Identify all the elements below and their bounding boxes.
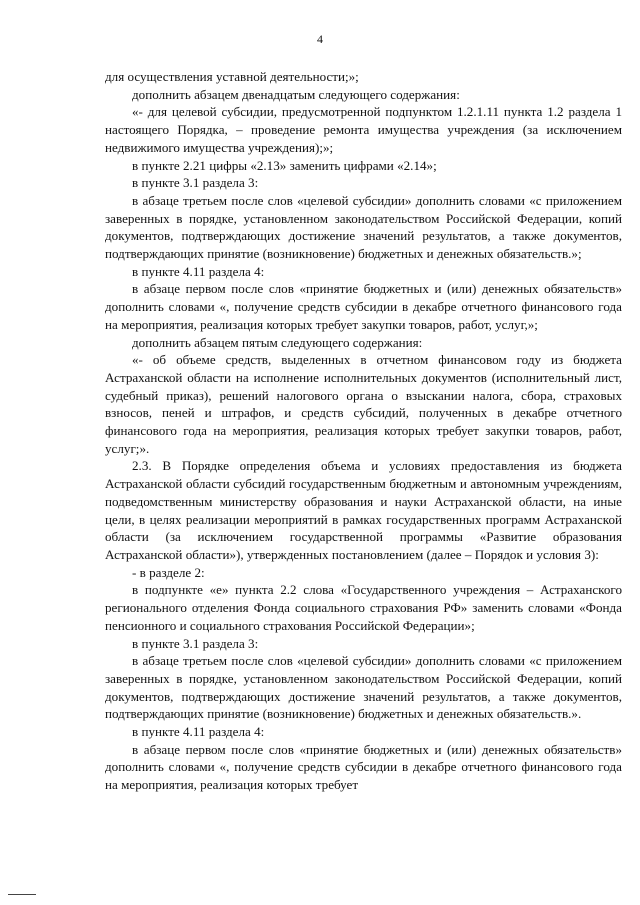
document-body	[105, 68, 622, 794]
paragraph-13: в подпункте «е» пункта 2.2 слова «Государственного учреждения – Астраханского регионального отделения Фонда социального страхования РФ» заменить словами «Фонда пенсионного и социального страхования Российской Федерации»;	[105, 582, 622, 633]
scan-edge-mark	[8, 894, 36, 895]
paragraph-14: в пункте 3.1 раздела 3:	[132, 635, 259, 651]
paragraph-12: - в разделе 2:	[132, 564, 205, 580]
paragraph-10: «- об объеме средств, выделенных в отчетном финансовом году из бюджета Астраханской области на исполнение исполнительных документов (исполнительный лист, судебный приказ), решений налогового органа о взыскании налога, сбора, страховых взносов, пеней и штрафов, и средств субсидий, полученных в декабре отчетного финансового года на мероприятия, реализация которых требует закупки товаров, работ, услуг;».	[105, 352, 622, 456]
page-number: 4	[317, 32, 323, 46]
paragraph-7: в пункте 4.11 раздела 4:	[132, 263, 265, 279]
paragraph-5: в пункте 3.1 раздела 3:	[132, 175, 259, 191]
paragraph-8: в абзаце первом после слов «принятие бюджетных и (или) денежных обязательств» дополнить словами «, получение средств субсидии в декабре отчетного финансового года на мероприятия, реализация которых требует закупки товаров, работ, услуг,»;	[105, 281, 622, 332]
paragraph-9: дополнить абзацем пятым следующего содержания:	[132, 334, 423, 350]
paragraph-3: «- для целевой субсидии, предусмотренной подпунктом 1.2.1.11 пункта 1.2 раздела 1 настоящего Порядка, – проведение ремонта имущества учреждения (за исключением недвижимого имущества учреждения);»;	[105, 104, 622, 155]
paragraph-2: дополнить абзацем двенадцатым следующего содержания:	[132, 86, 460, 102]
paragraph-16: в пункте 4.11 раздела 4:	[132, 724, 265, 740]
paragraph-15: в абзаце третьем после слов «целевой субсидии» дополнить словами «с приложением заверенных в порядке, установленном законодательством Российской Федерации, копий документов, подтверждающих достижение значений результатов, а также документов, подтверждающих принятие (возникновение) бюджетных и денежных обязательств.».	[105, 653, 622, 722]
paragraph-17: в абзаце первом после слов «принятие бюджетных и (или) денежных обязательств» дополнить словами «, получение средств субсидии в декабре отчетного финансового года на мероприятия, реализация которых требует	[105, 741, 622, 793]
paragraph-4: в пункте 2.21 цифры «2.13» заменить цифрами «2.14»;	[132, 157, 437, 173]
paragraph-11: 2.3. В Порядке определения объема и условиях предоставления из бюджета Астраханской области субсидий государственным бюджетным и автономным учреждениям, подведомственным министерству образования и науки Астраханской области, на иные цели, в целях реализации мероприятий в рамках государственных программ Астраханской области (за исключением государственной программы «Развитие образования Астраханской области»), утвержденных постановлением (далее – Порядок и условия 3):	[105, 458, 622, 562]
paragraph-6: в абзаце третьем после слов «целевой субсидии» дополнить словами «с приложением заверенных в порядке, установленном законодательством Российской Федерации, копий документов, подтверждающих достижение значений результатов, а также документов, подтверждающих принятие (возникновение) бюджетных и денежных обязательств.»;	[105, 192, 622, 262]
paragraph-1: для осуществления уставной деятельности;»;	[105, 69, 359, 84]
